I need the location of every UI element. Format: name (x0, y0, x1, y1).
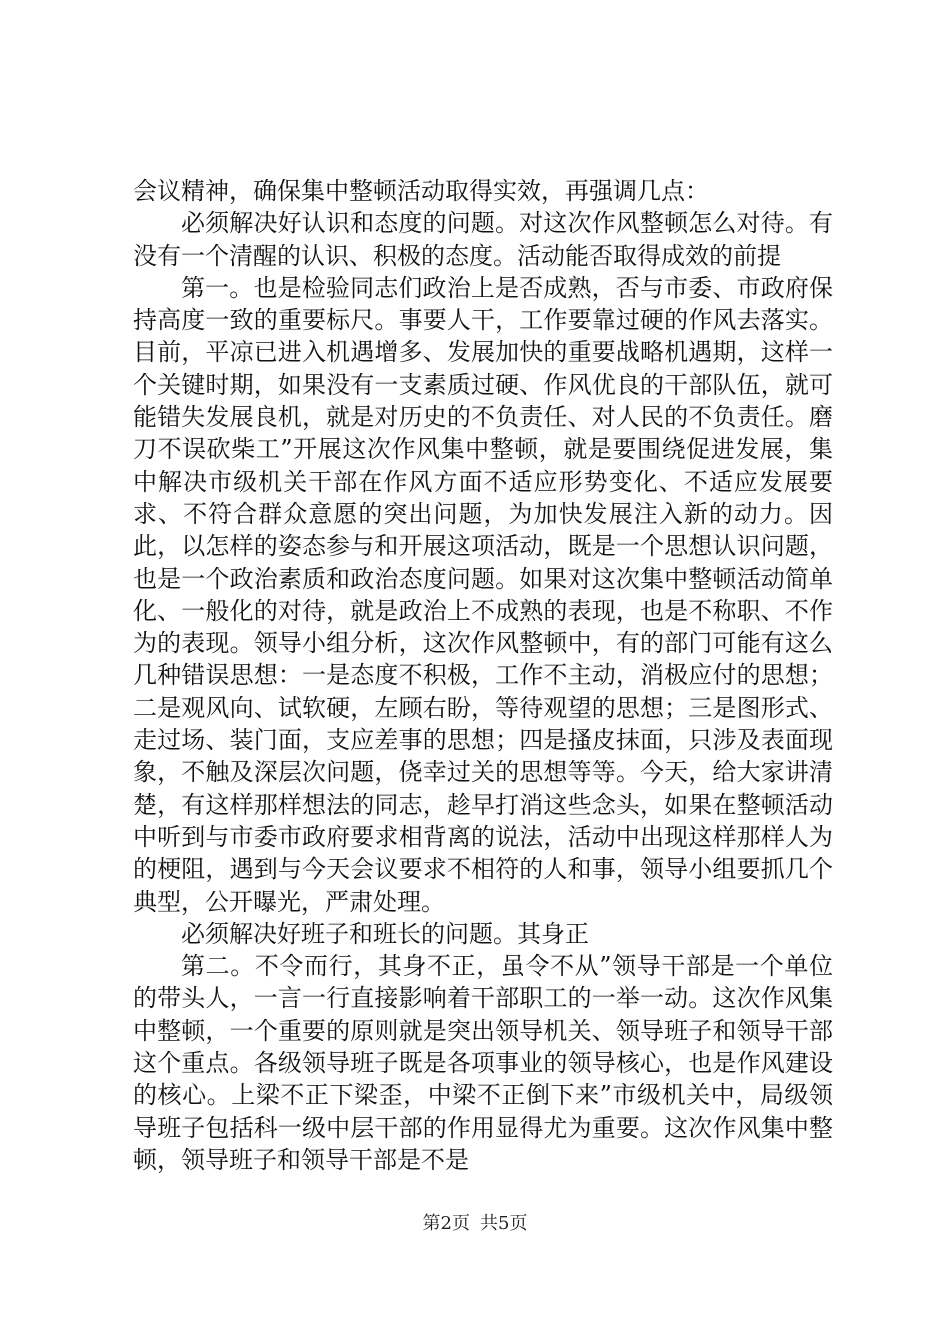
paragraph-second-point: 第二。不令而行，其身不正，虽令不从”领导干部是一个单位的带头人，一言一行直接影响着干部职工的一举一动。这次作风集中整顿，一个重要的原则就是突出领导机关、领导班子和领导干部这个重点。各级领导班子既是各项事业的领导核心，也是作风建设的核心。上梁不正下梁歪，中梁不正倒下来”市级机关中，局级领导班子包括科一级中层干部的作用显得尤为重要。这次作风集中整顿，领导班子和领导干部是不是 (133, 952, 833, 1174)
page-footer (0, 1213, 950, 1235)
paragraph-leadership-issue: 必须解决好班子和班长的问题。其身正 (181, 919, 589, 948)
page-total: 共5页 (480, 1213, 528, 1234)
paragraph-first-point: 第一。也是检验同志们政治上是否成熟，否与市委、市政府保持高度一致的重要标尺。事要人干，工作要靠过硬的作风去落实。目前，平凉已进入机遇增多、发展加快的重要战略机遇期，这样一个关键时期，如果没有一支素质过硬、作风优良的干部队伍，就可能错失发展良机，就是对历史的不负责任、对人民的不负责任。磨刀不误砍柴工”开展这次作风集中整顿，就是要围绕促进发展，集中解决市级机关干部在作风方面不适应形势变化、不适应发展要求、不符合群众意愿的突出问题，为加快发展注入新的动力。因此，以怎样的姿态参与和开展这项活动，既是一个思想认识问题，也是一个政治素质和政治态度问题。如果对这次集中整顿活动简单化、一般化的对待，就是政治上不成熟的表现，也是不称职、不作为的表现。领导小组分析，这次作风整顿中，有的部门可能有这么几种错误思想：一是态度不积极，工作不主动，消极应付的思想；二是观风向、试软硬，左顾右盼，等待观望的思想；三是图形式、走过场、装门面，支应差事的思想；四是搔皮抹面，只涉及表面现象，不触及深层次问题，侥幸过关的思想等等。今天，给大家讲清楚，有这样那样想法的同志，趁早打消这些念头，如果在整顿活动中听到与市委市政府要求相背离的说法，活动中出现这样那样人为的梗阻，遇到与今天会议要求不相符的人和事，领导小组要抓几个典型，公开曝光，严肃处理。 (133, 273, 833, 916)
page-number: 第2页 (422, 1213, 470, 1234)
paragraph-attitude-issue: 必须解决好认识和态度的问题。对这次作风整顿怎么对待。有没有一个清醒的认识、积极的态度。活动能否取得成效的前提 (133, 209, 833, 270)
paragraph-continuation: 会议精神，确保集中整顿活动取得实效，再强调几点： (133, 177, 709, 205)
document-body (133, 175, 833, 1176)
